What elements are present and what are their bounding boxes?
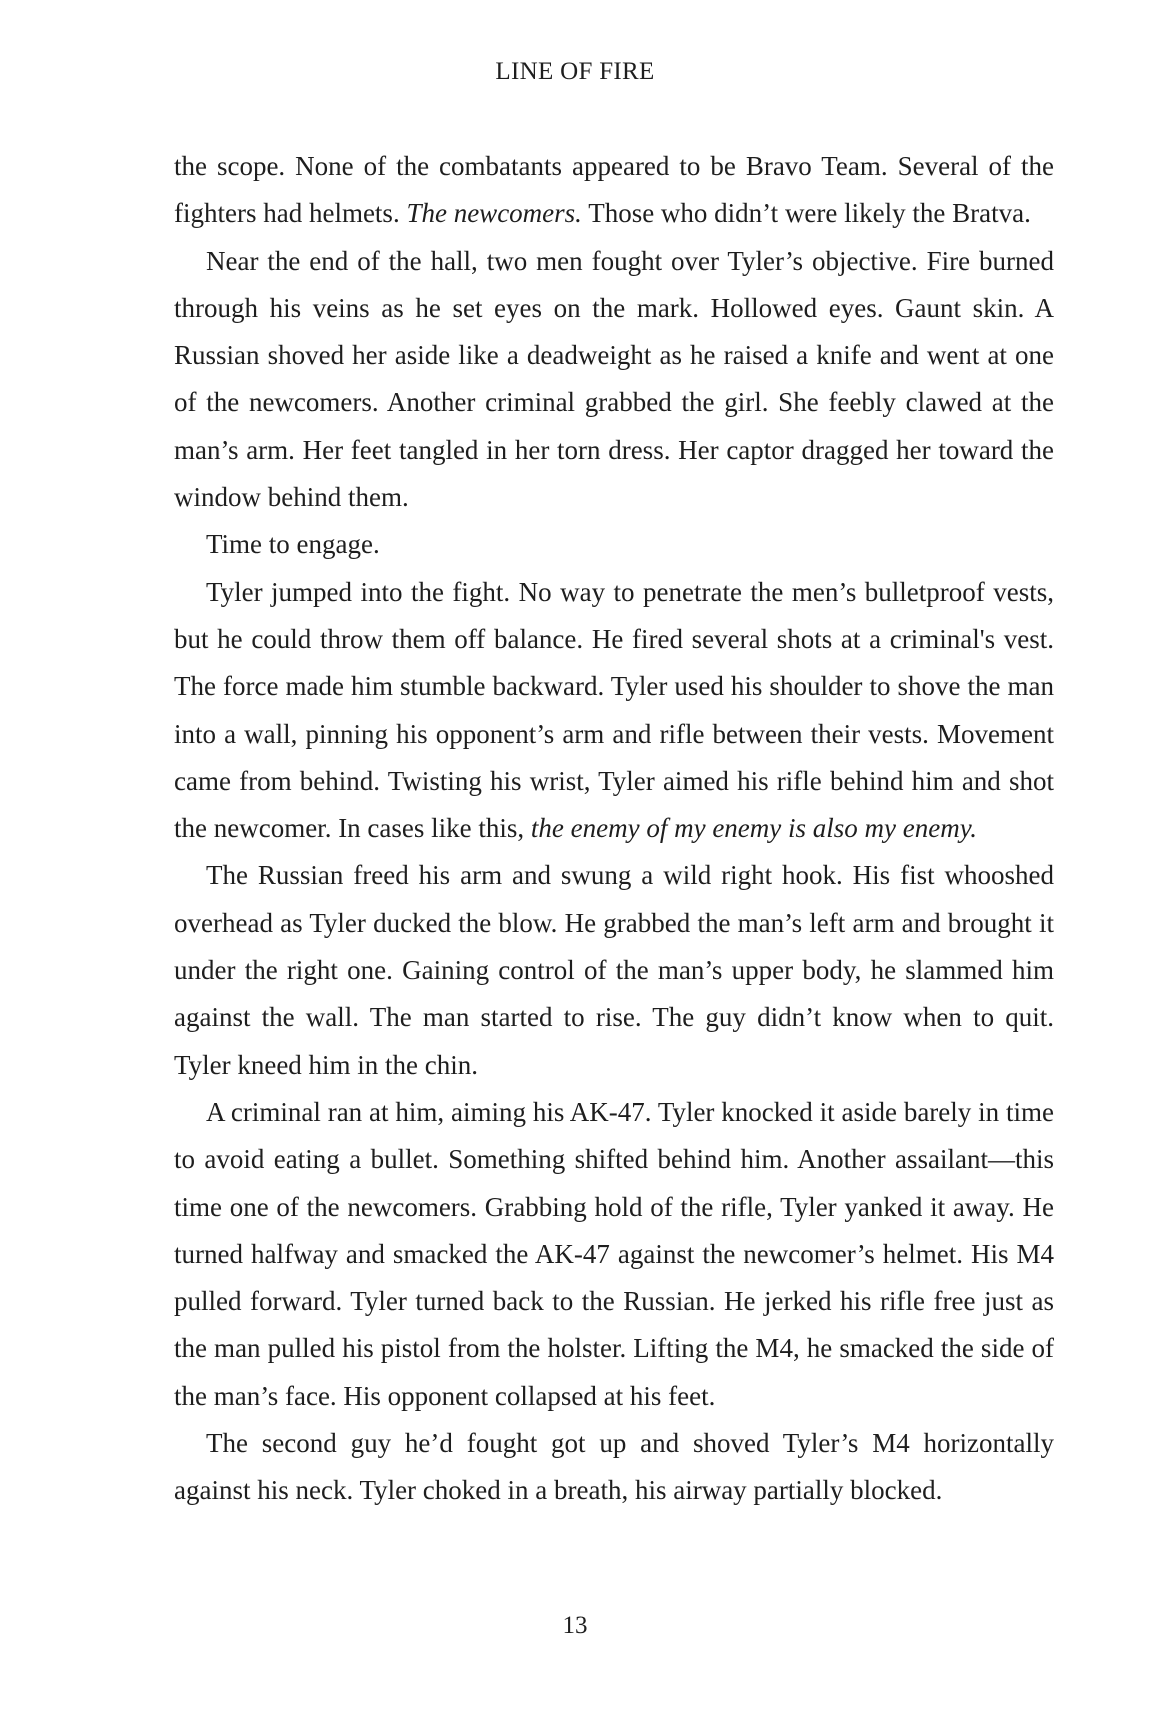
paragraph-2: Near the end of the hall, two men fought over Tyler’s objective. Fire burned through his veins as he set eyes on the mark. Hollowed eyes. Gaunt skin. A Russian shoved her aside like a deadweight as he raised a knife and went at one of the newcomers. Another criminal grabbed the girl. She feebly clawed at the man’s arm. Her feet tangled in her torn dress. Her captor dragged her toward the window behind them. <box>174 245 1054 513</box>
paragraph-1 <box>174 143 1054 238</box>
paragraph-4-italic: the enemy of my enemy is also my enemy. <box>530 813 977 844</box>
paragraph-4 <box>174 569 1054 853</box>
body-text <box>174 143 1054 1515</box>
paragraph-7: The second guy he’d fought got up and shoved Tyler’s M4 horizontally against his neck. Tyler choked in a breath, his airway partially blocked. <box>174 1428 1054 1506</box>
paragraph-4-text-a: Tyler jumped into the fight. No way to penetrate the men’s bulletproof vests, but he could throw them off balance. He fired several shots at a criminal's vest. The force made him stumble backward. Tyler used his shoulder to shove the man into a wall, pinning his opponent’s arm and rifle between their vests. Movement came from behind. Twisting his wrist, Tyler aimed his rifle behind him and shot the newcomer. In cases like this, <box>174 576 1054 844</box>
paragraph-1-text-b: Those who didn’t were likely the Bratva. <box>581 198 1031 229</box>
page-number: 13 <box>562 1612 588 1639</box>
paragraph-1-italic: The newcomers. <box>406 198 582 229</box>
paragraph-6: A criminal ran at him, aiming his AK-47. Tyler knocked it aside barely in time to avoid eating a bullet. Something shifted behind him. Another assailant—this time one of the newcomers. Grabbing hold of the rifle, Tyler yanked it away. He turned halfway and smacked the AK-47 against the newcomer’s helmet. His M4 pulled forward. Tyler turned back to the Russian. He jerked his rifle free just as the man pulled his pistol from the holster. Lifting the M4, he smacked the side of the man’s face. His opponent collapsed at his feet. <box>174 1096 1054 1411</box>
paragraph-1-text-a: the scope. None of the combatants appeared to be Bravo Team. Several of the fighters had helmets. <box>174 151 1054 229</box>
paragraph-3: Time to engage. <box>206 529 380 560</box>
running-head: LINE OF FIRE <box>495 58 655 85</box>
paragraph-5: The Russian freed his arm and swung a wild right hook. His fist whooshed overhead as Tyler ducked the blow. He grabbed the man’s left arm and brought it under the right one. Gaining control of the man’s upper body, he slammed him against the wall. The man started to rise. The guy didn’t know when to quit. Tyler kneed him in the chin. <box>174 860 1054 1080</box>
